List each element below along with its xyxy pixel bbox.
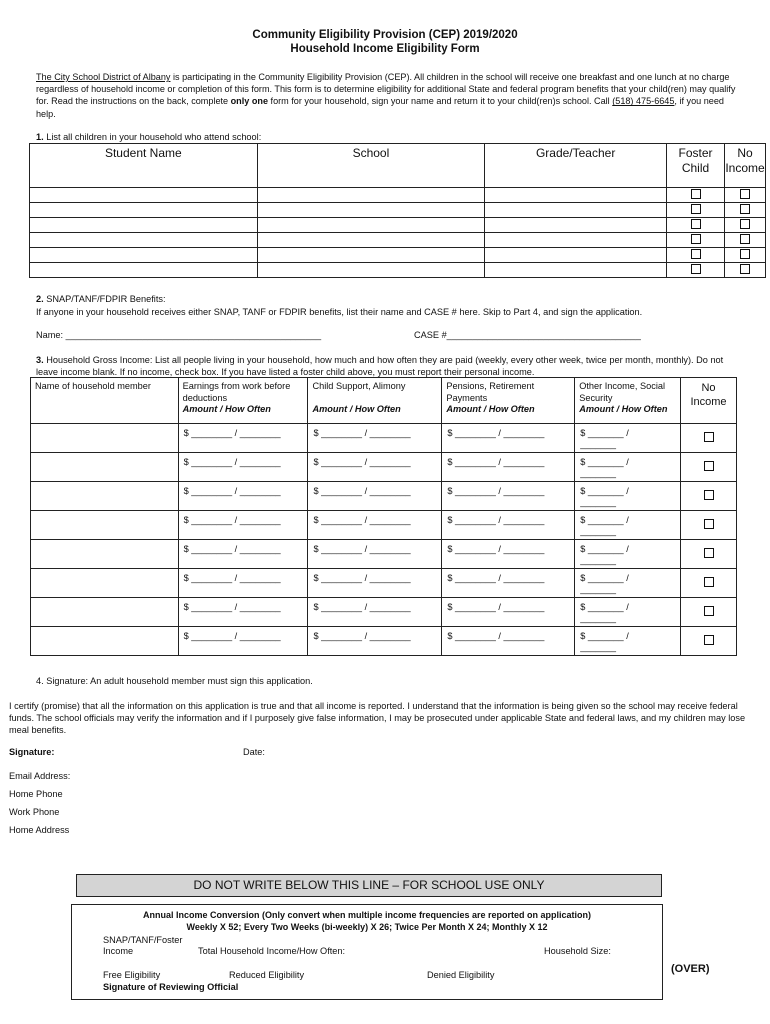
help-phone: (518) 475-6645 [612,96,675,107]
member-name-field[interactable] [31,482,179,511]
part2-label: 2. SNAP/TANF/FDPIR Benefits: [36,294,166,304]
student-name-field[interactable] [30,248,258,263]
foster-checkbox[interactable] [691,234,701,244]
support-field[interactable]: $ ________ / ________ [308,424,442,453]
snap-name-field[interactable]: Name: __________________________________________________ [36,330,322,340]
part3-label: 3. Household Gross Income: List all people living in your household, how much and how often they are paid (weekly, every other week, twice per month, monthly). Do not leave income blank. If no income, check box. If you have listed a foster child above, you must report their personal income. [36,355,724,377]
part4-label: 4. Signature: An adult household member must sign this application. [36,676,313,686]
school-field[interactable] [257,248,485,263]
col-member-name: Name of household member [31,378,179,424]
no-income-checkbox[interactable] [704,432,714,442]
member-name-field[interactable] [31,453,179,482]
member-name-field[interactable] [31,511,179,540]
conversion-rule: Weekly X 52; Every Two Weeks (bi-weekly) X 26; Twice Per Month X 24; Monthly X 12 [186,922,548,932]
col-school: School [257,144,485,188]
table-row [31,511,737,540]
over-label: (OVER) [671,963,710,975]
pensions-field[interactable]: $ ________ / ________ [442,540,575,569]
district-name: The City School District of Albany [36,72,171,82]
col-other-income: Other Income, Social Security Amount / How Often [575,378,681,424]
no-income-checkbox[interactable] [704,490,714,500]
school-use-box [71,904,663,1000]
table-row [31,482,737,511]
school-use-banner: DO NOT WRITE BELOW THIS LINE – FOR SCHOOL USE ONLY [76,874,662,897]
signature-label: Signature: [9,747,55,757]
table-row [30,203,766,218]
pensions-field[interactable]: $ ________ / ________ [442,569,575,598]
student-name-field[interactable] [30,188,258,203]
pensions-field[interactable]: $ ________ / ________ [442,424,575,453]
home-phone-label: Home Phone [9,789,63,799]
earnings-field[interactable]: $ ________ / ________ [178,424,308,453]
foster-checkbox[interactable] [691,219,701,229]
col-student-name: Student Name [30,144,258,188]
date-label: Date: [243,747,265,757]
table-row [30,188,766,203]
support-field[interactable]: $ ________ / ________ [308,511,442,540]
other-income-field[interactable]: $ _______ / _______ [575,598,681,627]
no-income-checkbox[interactable] [704,577,714,587]
school-field[interactable] [257,218,485,233]
grade-teacher-field[interactable] [485,218,667,233]
pensions-field[interactable]: $ ________ / ________ [442,627,575,656]
children-table [29,143,766,278]
other-income-field[interactable]: $ _______ / _______ [575,453,681,482]
member-name-field[interactable] [31,424,179,453]
income-label: Income [103,946,134,956]
col-pensions: Pensions, Retirement Payments Amount / How Often [442,378,575,424]
total-income-label: Total Household Income/How Often: [198,946,346,956]
table-row [30,263,766,278]
reduced-eligibility-label: Reduced Eligibility [229,970,305,980]
no-income-checkbox[interactable] [740,264,750,274]
pensions-field[interactable]: $ ________ / ________ [442,511,575,540]
other-income-field[interactable]: $ _______ / _______ [575,569,681,598]
table-row [31,598,737,627]
col-no-income: No Income [681,378,737,424]
form-title: Community Eligibility Provision (CEP) 2019/2020 [252,29,518,41]
member-name-field[interactable] [31,540,179,569]
other-income-field[interactable]: $ _______ / _______ [575,540,681,569]
case-number-field[interactable]: CASE #______________________________________ [414,330,641,340]
free-eligibility-label: Free Eligibility [103,970,161,980]
table-row [31,453,737,482]
earnings-field[interactable]: $ ________ / ________ [178,598,308,627]
no-income-checkbox[interactable] [704,519,714,529]
part1-label: 1. List all children in your household who attend school: [36,132,262,142]
grade-teacher-field[interactable] [485,203,667,218]
income-table [30,377,737,656]
col-child-support: Child Support, Alimony Amount / How Often [308,378,442,424]
earnings-field[interactable]: $ ________ / ________ [178,540,308,569]
pensions-field[interactable]: $ ________ / ________ [442,453,575,482]
table-row [30,248,766,263]
other-income-field[interactable]: $ _______ / _______ [575,627,681,656]
school-field[interactable] [257,203,485,218]
earnings-field[interactable]: $ ________ / ________ [178,569,308,598]
other-income-field[interactable]: $ _______ / _______ [575,511,681,540]
foster-checkbox[interactable] [691,249,701,259]
school-field[interactable] [257,233,485,248]
no-income-checkbox[interactable] [740,204,750,214]
grade-teacher-field[interactable] [485,248,667,263]
snap-foster-label: SNAP/TANF/Foster [103,935,183,945]
support-field[interactable]: $ ________ / ________ [308,627,442,656]
support-field[interactable]: $ ________ / ________ [308,482,442,511]
intro-paragraph: The City School District of Albany is participating in the Community Eligibility Provision (CEP). All children in the school will receive one breakfast and one lunch at no charge regardless of household income or completion of this form. This form is to determine eligibility for additional State and federal program benefits that your child(ren) may qualify for. Read the instructions on the back, complete only one form for your household, sign your name and return it to your child(ren)s school. Call (518) 475-6645, if you need help. [36,72,736,119]
grade-teacher-field[interactable] [485,263,667,278]
earnings-field[interactable]: $ ________ / ________ [178,511,308,540]
col-grade-teacher: Grade/Teacher [485,144,667,188]
other-income-field[interactable]: $ _______ / _______ [575,424,681,453]
form-subtitle: Household Income Eligibility Form [290,43,480,55]
earnings-field[interactable]: $ ________ / ________ [178,482,308,511]
support-field[interactable]: $ ________ / ________ [308,598,442,627]
school-field[interactable] [257,263,485,278]
col-foster-child: Foster Child [667,144,725,188]
no-income-checkbox[interactable] [704,635,714,645]
member-name-field[interactable] [31,598,179,627]
pensions-field[interactable]: $ ________ / ________ [442,598,575,627]
table-row [31,627,737,656]
home-address-label: Home Address [9,825,70,835]
reviewer-signature-label: Signature of Reviewing Official [103,982,239,992]
table-row [31,540,737,569]
support-field[interactable]: $ ________ / ________ [308,569,442,598]
support-field[interactable]: $ ________ / ________ [308,540,442,569]
student-name-field[interactable] [30,203,258,218]
pensions-field[interactable]: $ ________ / ________ [442,482,575,511]
grade-teacher-field[interactable] [485,188,667,203]
no-income-checkbox[interactable] [740,219,750,229]
col-no-income: No Income [724,144,765,188]
foster-checkbox[interactable] [691,264,701,274]
student-name-field[interactable] [30,233,258,248]
no-income-checkbox[interactable] [704,461,714,471]
student-name-field[interactable] [30,218,258,233]
no-income-checkbox[interactable] [704,606,714,616]
denied-eligibility-label: Denied Eligibility [427,970,495,980]
conversion-title: Annual Income Conversion (Only convert when multiple income frequencies are reported on application) [142,910,592,920]
earnings-field[interactable]: $ ________ / ________ [178,627,308,656]
earnings-field[interactable]: $ ________ / ________ [178,453,308,482]
foster-checkbox[interactable] [691,189,701,199]
support-field[interactable]: $ ________ / ________ [308,453,442,482]
other-income-field[interactable]: $ _______ / _______ [575,482,681,511]
no-income-checkbox[interactable] [740,234,750,244]
student-name-field[interactable] [30,263,258,278]
household-size-label: Household Size: [544,946,611,956]
foster-checkbox[interactable] [691,204,701,214]
table-row [31,569,737,598]
certification-text: I certify (promise) that all the information on this application is true and that all income is reported. I understand that the information is being given so the school may receive federal funds. The school officials may verify the information and if I purposely give false information, I may be prosecuted under applicable State and federal laws, and my children may lose meal benefits. [9,701,746,735]
table-row [31,424,737,453]
table-row [30,218,766,233]
col-earnings: Earnings from work before deductions Amount / How Often [178,378,308,424]
no-income-checkbox[interactable] [704,548,714,558]
school-field[interactable] [257,188,485,203]
part2-instructions: If anyone in your household receives either SNAP, TANF or FDPIR benefits, list their name and CASE # here. Skip to Part 4, and sign the application. [36,307,643,317]
table-row [30,233,766,248]
grade-teacher-field[interactable] [485,233,667,248]
email-label: Email Address: [9,771,71,781]
no-income-checkbox[interactable] [740,249,750,259]
member-name-field[interactable] [31,627,179,656]
member-name-field[interactable] [31,569,179,598]
work-phone-label: Work Phone [9,807,60,817]
no-income-checkbox[interactable] [740,189,750,199]
